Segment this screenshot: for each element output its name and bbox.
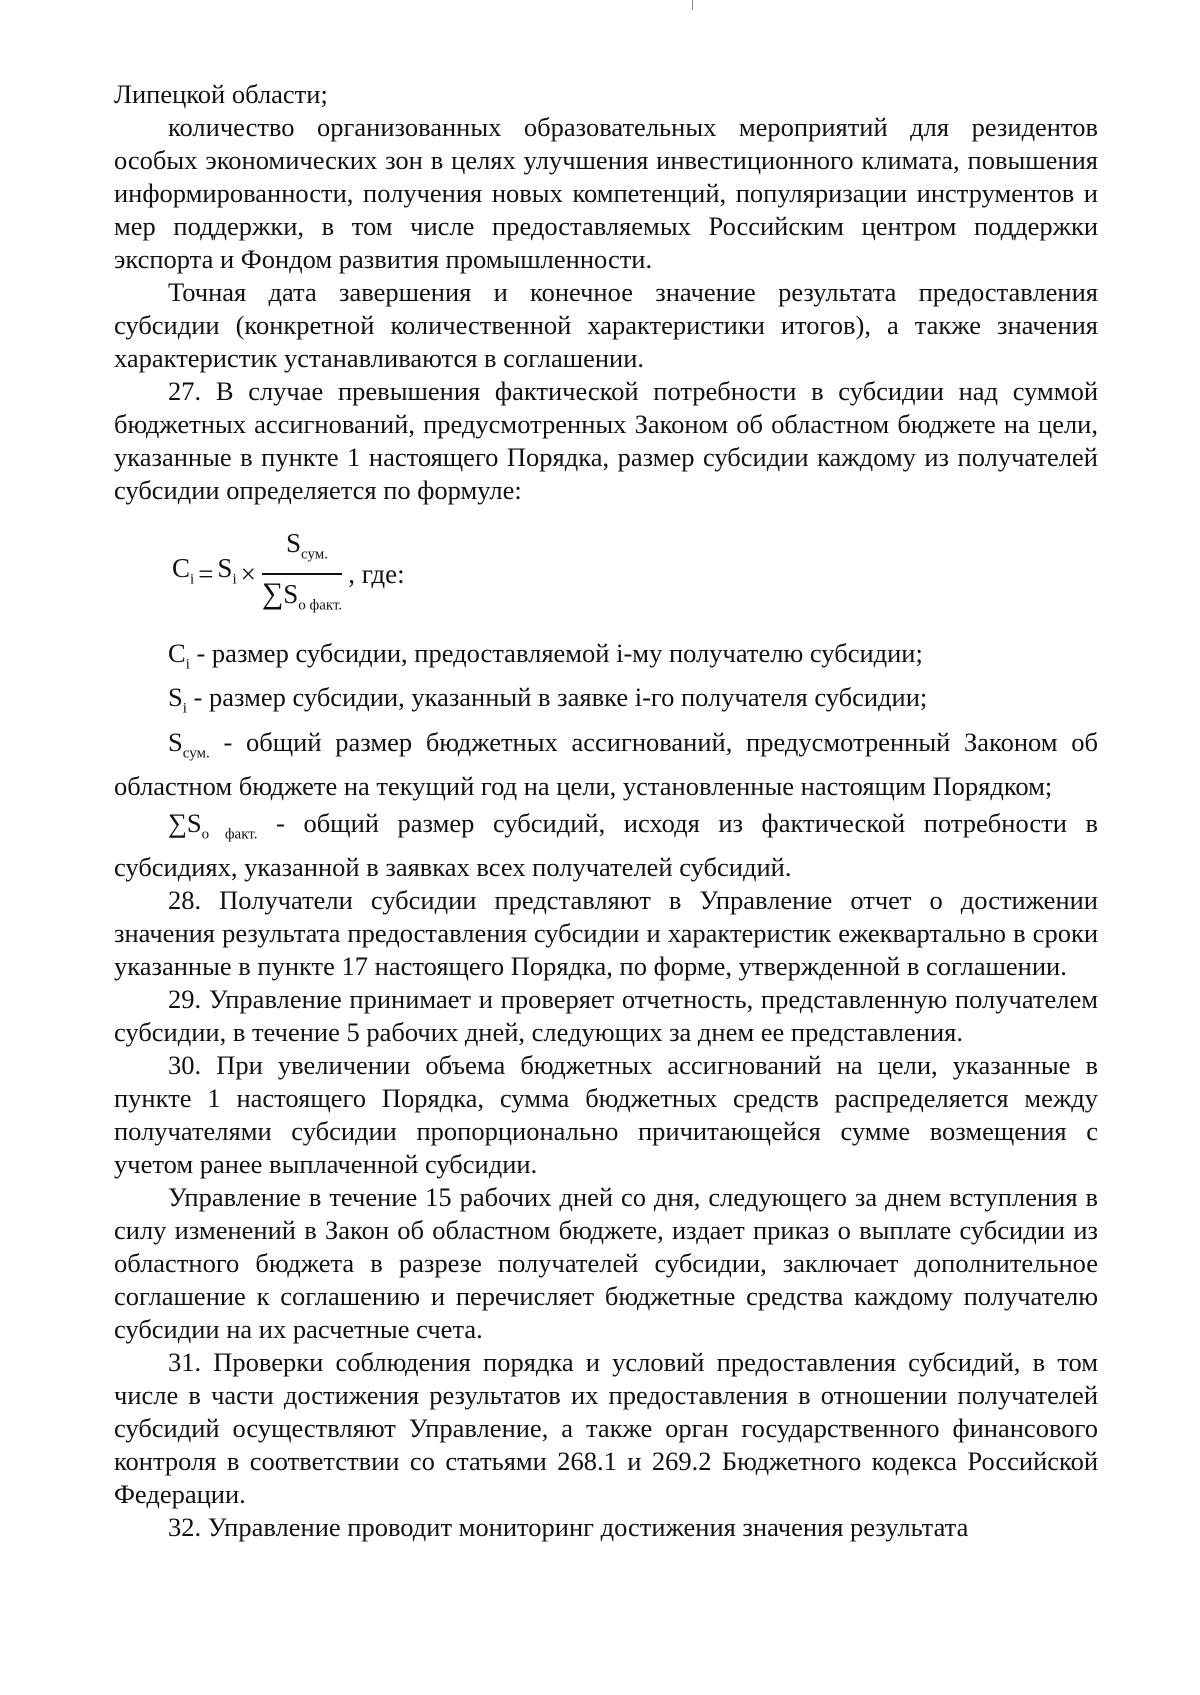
subsidy-formula	[114, 507, 1098, 637]
formula-fraction	[262, 527, 342, 622]
document-body	[114, 78, 1098, 1544]
formula-denominator: $\sum S_{о факт.}$	[261, 576, 343, 614]
formula-times: ×	[240, 559, 256, 590]
formula-equals: =	[198, 559, 214, 590]
paragraph-31: 31. Проверки соблюдения порядка и условий предоставления субсидий, в том числе в части достижения результатов их предоставления в отношении получателей субсидий осуществляют Управление, а также орган государственного финансового контроля в соответствии со статьями 268.1 и 269.2 Бюджетного кодекса Российской Федерации.	[114, 1347, 1098, 1510]
formula-tail: , где:	[348, 559, 405, 590]
paragraph-27: 27. В случае превышения фактической потребности в субсидии над суммой бюджетных ассигнований, предусмотренных Законом об областном бюджете на цели, указанные в пункте 1 настоящего Порядка, размер субсидии каждому из получателей субсидии определяется по формуле:	[114, 376, 1098, 505]
formula-numerator: $S_{сум.}$	[286, 528, 329, 563]
paragraph-completion-date: Точная дата завершения и конечное значение результата предоставления субсидии (конкретной количественной характеристики итогов), а также значения характеристик устанавливаются в соглашении.	[114, 277, 1098, 373]
definition-s-sum: $S_{сум.}$ - общий размер бюджетных ассигнований, предусмотренный Законом об областном бюджете на текущий год на цели, установленные настоящим Порядком;	[114, 726, 1098, 801]
paragraph-30-order: Управление в течение 15 рабочих дней со дня, следующего за днем вступления в силу изменений в Закон об областном бюджете, издает приказ о выплате субсидии из областного бюджета в разрезе получателей субсидии, заключает дополнительное соглашение к соглашению и перечисляет бюджетные средства каждому получателю субсидии на их расчетные счета.	[114, 1182, 1098, 1345]
definition-sum-s-fact: $\sum S_{о факт.}$ - общий размер субсидий, исходя из фактической потребности в субсидиях, указанной в заявках всех получателей субсидий.	[114, 807, 1098, 883]
paragraph-region-end: Липецкой области;	[114, 79, 328, 109]
paragraph-28: 28. Получатели субсидии представляют в Управление отчет о достижении значения результата предоставления субсидии и характеристик ежеквартально в сроки указанные в пункте 17 настоящего Порядка, по форме, утвержденной в соглашении.	[114, 885, 1098, 982]
scan-artifact-mark	[692, 0, 693, 10]
formula-s-i: $S_i$	[217, 553, 237, 588]
paragraph-30: 30. При увеличении объема бюджетных ассигнований на цели, указанные в пункте 1 настоящего Порядка, сумма бюджетных средств распределяется между получателями субсидии пропорционально причитающейся сумме возмещения с учетом ранее выплаченной субсидии.	[114, 1050, 1098, 1180]
paragraph-educational-events: количество организованных образовательных мероприятий для резидентов особых экономических зон в целях улучшения инвестиционного климата, повышения информированности, получения новых компетенций, популяризации инструментов и мер поддержки, в том числе предоставляемых Российским центром поддержки экспорта и Фондом развития промышленности.	[114, 112, 1098, 274]
formula-lhs: $C_i$	[172, 553, 195, 588]
definition-c-i: $C_i$ - размер субсидии, предоставляемой i-му получателю субсидии;	[168, 638, 923, 673]
paragraph-32: 32. Управление проводит мониторинг достижения значения результата	[168, 1512, 969, 1543]
paragraph-29: 29. Управление принимает и проверяет отчетность, представленную получателем субсидии, в течение 5 рабочих дней, следующих за днем ее представления.	[114, 984, 1098, 1048]
definition-s-i: $S_i$ - размер субсидии, указанный в заявке i-го получателя субсидии;	[168, 682, 928, 717]
